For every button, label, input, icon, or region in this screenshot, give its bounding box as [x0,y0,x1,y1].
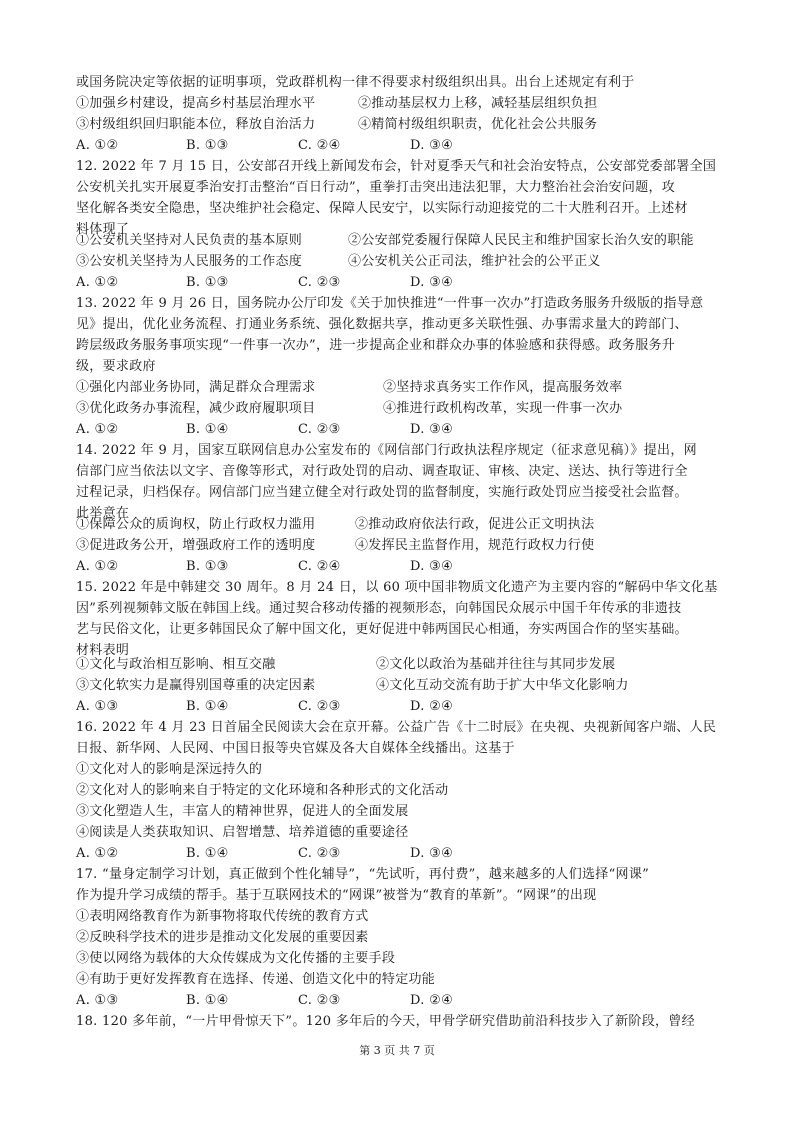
answer-option-c: C. ②④ [298,138,341,153]
answer-option-d: D. ③④ [410,422,454,437]
question-18: 18. 120 多年前，“一片甲骨惊天下”。120 多年后的今天，甲骨学研究借助前沿科技步入了新阶段，曾经 [76,1014,695,1029]
choice-item: ③村级组织回归职能本位，释放自治活力 [76,117,316,132]
text-line: 见》提出，优化业务流程、打通业务系统、强化数据共享，推动更多关联性强、办事需求量大的跨部门、 [76,317,688,332]
answer-option-c: C. ②③ [298,275,341,290]
answer-option-d: D. ③④ [410,559,454,574]
choice-item: ①加强乡村建设，提高乡村基层治理水平 [76,96,316,111]
choice-item: ③促进政务公开，增强政府工作的透明度 [76,538,316,553]
question-14: 14. 2022 年 9 月，国家互联网信息办公室发布的《网信部门行政执法程序规定（征求意见稿）》提出，网 [76,443,697,458]
choice-item: ②推动基层权力上移，减轻基层组织负担 [358,96,598,111]
choice-item: ④推进行政机构改革，实现一件事一次办 [383,401,623,416]
text-line: 级，要求政府 [76,359,156,374]
question-12: 12. 2022 年 7 月 15 日，公安部召开线上新闻发布会，针对夏季天气和社会治安特点，公安部党委部署全国 [76,159,717,174]
choice-item: ②文化对人的影响来自于特定的文化环境和各种形式的文化活动 [76,783,449,798]
answer-option-c: C. ②③ [298,699,341,714]
answer-option-a: A. ①③ [76,699,119,714]
answer-option-a: A. ①② [76,422,119,437]
answer-option-b: B. ①④ [186,993,229,1008]
answer-option-d: D. ③④ [410,275,454,290]
answer-option-b: B. ①④ [186,699,229,714]
choice-item: ②推动政府依法行政，促进公正文明执法 [355,517,595,532]
text-line: 作为提升学习成绩的帮手。基于互联网技术的“网课”被誉为“教育的革新”。“网课”的出现 [76,888,597,903]
choice-item: ④发挥民主监督作用，规范行政权力行使 [355,538,595,553]
answer-option-b: B. ①③ [186,559,229,574]
choice-item: ②公安部党委履行保障人民民主和维护国家长治久安的职能 [348,233,694,248]
answer-option-d: D. ③④ [410,846,454,861]
answer-option-b: B. ①③ [186,138,229,153]
text-line: 坚化解各类安全隐患，坚决维护社会稳定、保障人民安宁，以实际行动迎接党的二十大胜利召开。上述材 [76,201,688,216]
question-15: 15. 2022 年是中韩建交 30 周年。8 月 24 日，以 60 项中国非物质文化遗产为主要内容的“解码中华文化基 [76,580,718,595]
answer-option-a: A. ①② [76,138,119,153]
answer-option-c: C. ②③ [298,422,341,437]
choice-item: ②坚持求真务实工作作风，提高服务效率 [383,380,623,395]
answer-option-d: D. ②④ [410,993,454,1008]
text-line: 艺与民俗文化，让更多韩国民众了解中国文化，更好促进中韩两国民心相通，夯实两国合作的坚实基础。 [76,622,688,637]
choice-item: ③使以网络为载体的大众传媒成为文化传播的主要手段 [76,951,396,966]
choice-item: ③公安机关坚持为人民服务的工作态度 [76,254,303,269]
text-line: 料体现了 [76,222,130,237]
text-line: 此举意在 [76,506,130,521]
answer-option-c: C. ②④ [298,559,341,574]
answer-option-c: C. ②③ [298,846,341,861]
choice-item: ①公安机关坚持对人民负责的基本原则 [76,233,303,248]
answer-option-b: B. ①③ [186,275,229,290]
question-13: 13. 2022 年 9 月 26 日，国务院办公厅印发《关于加快推进“一件事一次办”打造政务服务升级版的指导意 [76,296,704,311]
choice-item: ①文化与政治相互影响、相互交融 [76,657,276,672]
choice-item: ④阅读是人类获取知识、启智增慧、培养道德的重要途径 [76,825,409,840]
choice-item: ②反映科学技术的进步是推动文化发展的重要因素 [76,930,369,945]
choice-item: ②文化以政治为基础并往往与其同步发展 [376,657,616,672]
answer-option-d: D. ③④ [410,138,454,153]
choice-item: ③文化软实力是赢得别国尊重的决定因素 [76,678,316,693]
question-16: 16. 2022 年 4 月 23 日首届全民阅读大会在京开幕。公益广告《十二时辰》在央视、央视新闻客户端、人民 [76,720,717,735]
answer-option-a: A. ①③ [76,993,119,1008]
choice-item: ③文化塑造人生，丰富人的精神世界，促进人的全面发展 [76,804,409,819]
choice-item: ①表明网络教育作为新事物将取代传统的教育方式 [76,909,369,924]
choice-item: ④文化互动交流有助于扩大中华文化影响力 [376,678,629,693]
text-line: 因”系列视频韩文版在韩国上线。通过契合移动传播的视频形态，向韩国民众展示中国千年传承的非遗技 [76,601,682,616]
answer-option-a: A. ①② [76,846,119,861]
answer-option-a: A. ①② [76,275,119,290]
choice-item: ④公安机关公正司法，维护社会的公平正义 [348,254,601,269]
choice-item: ①文化对人的影响是深远持久的 [76,762,263,777]
choice-item: ①强化内部业务协同，满足群众合理需求 [76,380,316,395]
text-line: 公安机关扎实开展夏季治安打击整治“百日行动”，重拳打击突出违法犯罪，大力整治社会治安问题，攻 [76,180,676,195]
choice-item: ③优化政务办事流程，减少政府履职项目 [76,401,316,416]
answer-option-d: D. ②④ [410,699,454,714]
answer-option-b: B. ①④ [186,422,229,437]
answer-option-c: C. ②③ [298,993,341,1008]
answer-option-a: A. ①② [76,559,119,574]
answer-option-b: B. ①④ [186,846,229,861]
text-line: 材料表明 [76,643,130,658]
text-line: 日报、新华网、人民网、中国日报等央官媒及各大自媒体全线播出。这基于 [76,741,515,756]
choice-item: ④精简村级组织职责，优化社会公共服务 [358,117,598,132]
choice-item: ①保障公众的质询权，防止行政权力滥用 [76,517,316,532]
text-line: 跨层级政务服务事项实现“一件事一次办”，进一步提高企业和群众办事的体验感和获得感。政务服务升 [76,338,676,353]
question-17: 17. “量身定制学习计划，真正做到个性化辅导”，“先试听，再付费”，越来越多的人们选择“网课” [76,867,650,882]
text-line: 信部门应当依法以文字、音像等形式，对行政处罚的启动、调查取证、审核、决定、送达、执行等进行全 [76,464,688,479]
text-line: 或国务院决定等依据的证明事项，党政群机构一律不得要求村级组织出具。出台上述规定有利于 [76,75,635,90]
choice-item: ④有助于更好发挥教育在选择、传递、创造文化中的特定功能 [76,972,436,987]
text-line: 过程记录，归档保存。网信部门应当建立健全对行政处罚的监督制度，实施行政处罚应当接受社会监督。 [76,485,688,500]
page-footer: 第 3 页 共 7 页 [359,1044,435,1057]
